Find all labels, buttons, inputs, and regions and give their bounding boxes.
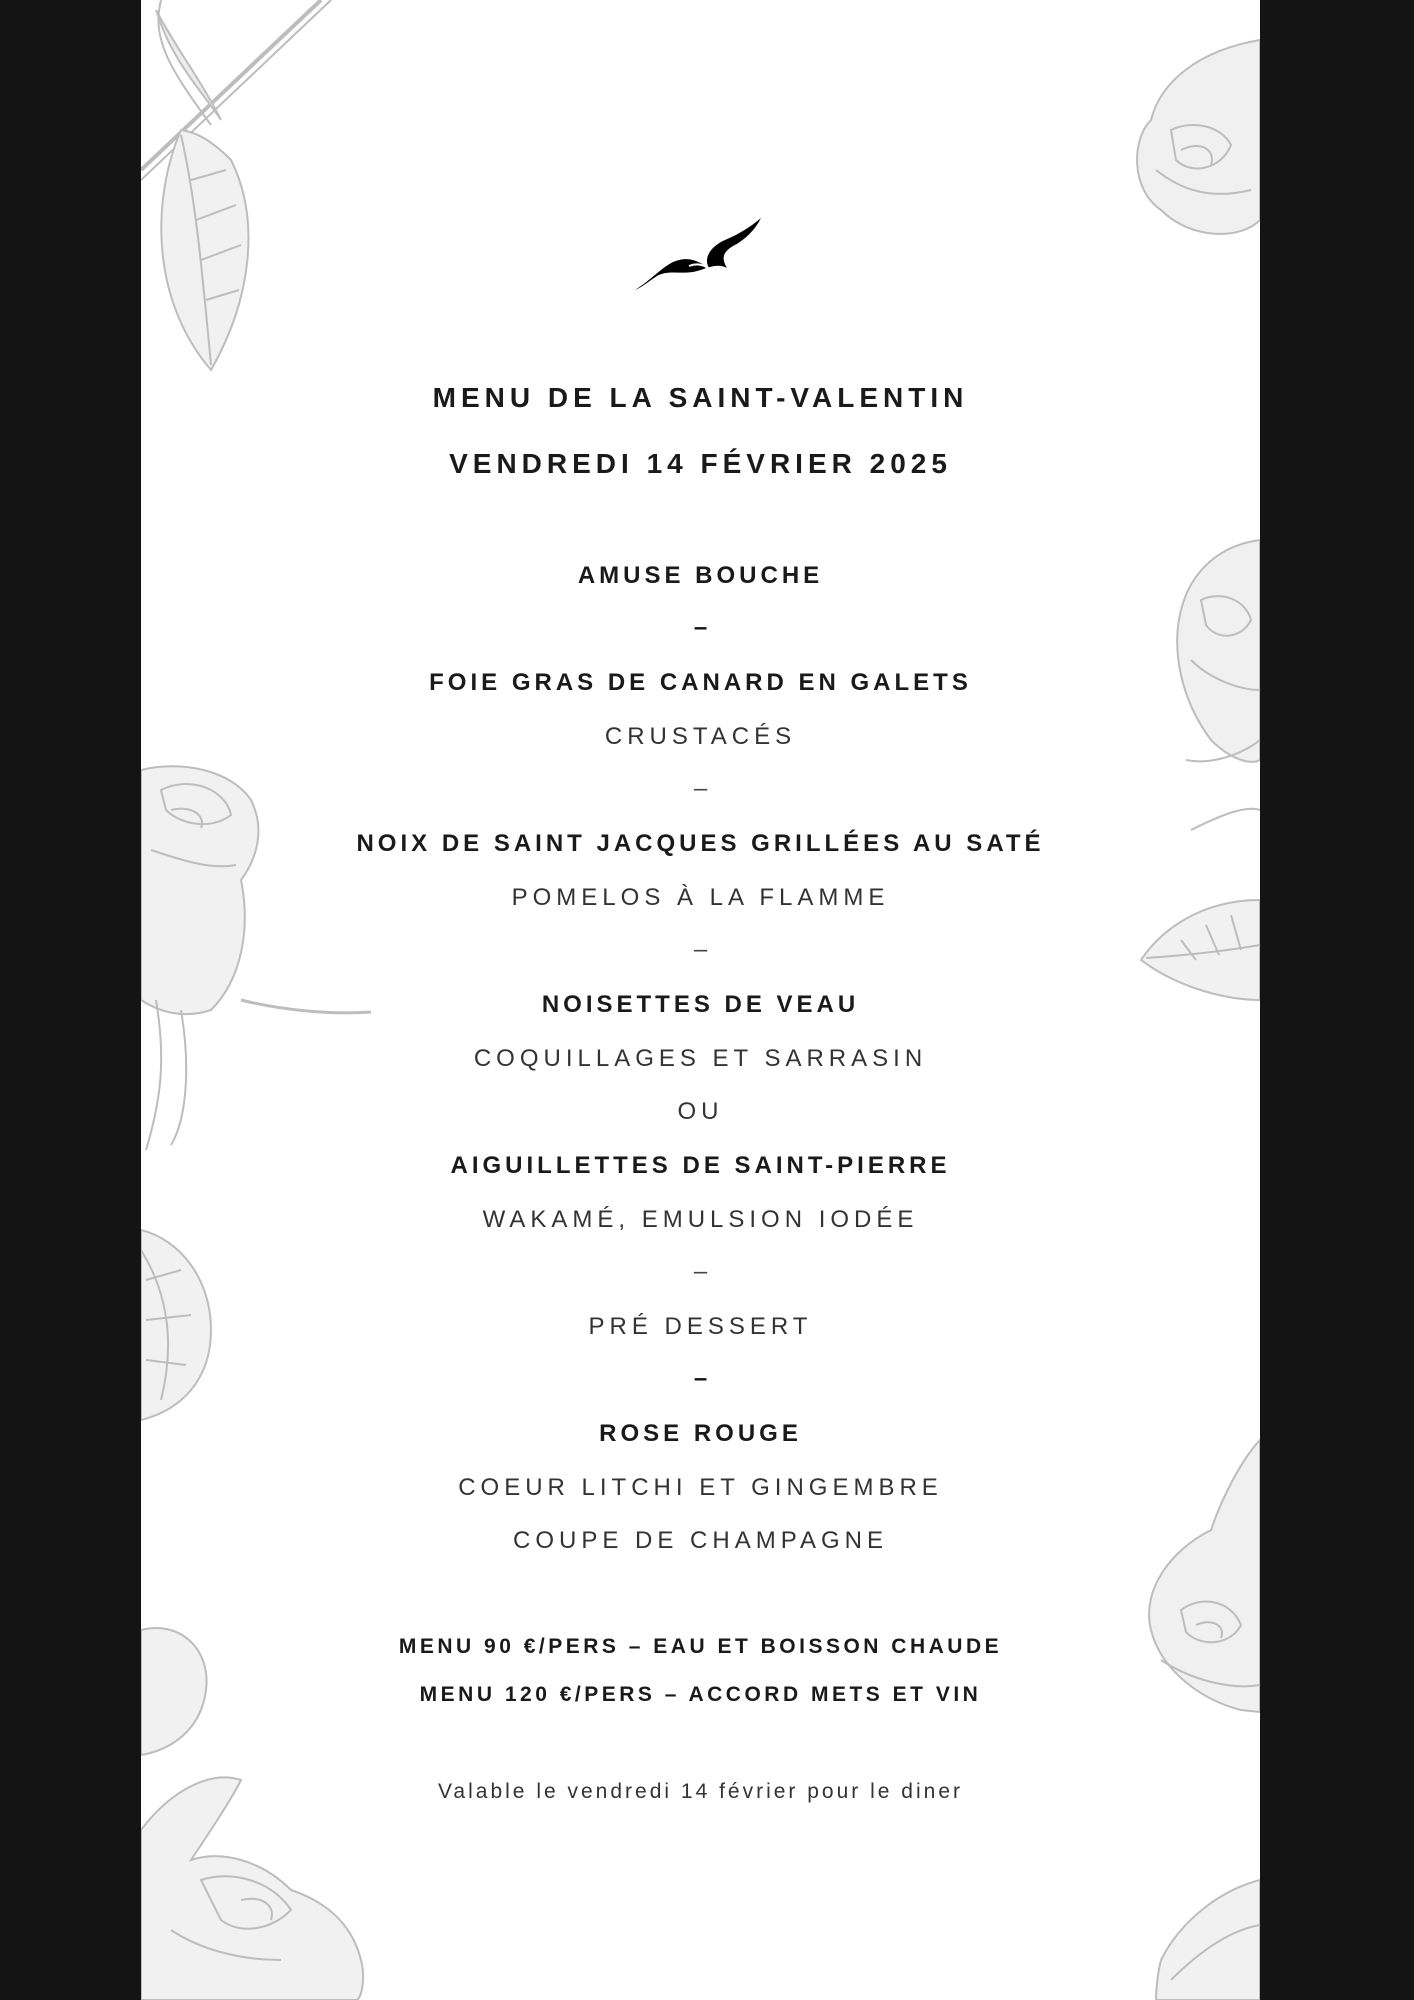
separator: –: [693, 775, 708, 802]
menu-title: MENU DE LA SAINT-VALENTIN: [432, 382, 969, 413]
course-1-description: CRUSTACÉS: [604, 723, 797, 750]
menu-page: [141, 0, 1260, 2000]
seagull-logo-icon: [631, 210, 771, 295]
dessert-name: ROSE ROUGE: [599, 1420, 802, 1447]
separator: –: [693, 936, 708, 963]
menu-date: VENDREDI 14 FÉVRIER 2025: [449, 448, 952, 479]
price-menu-120: MENU 120 €/PERS – ACCORD METS ET VIN: [419, 1683, 982, 1706]
dessert-description: COEUR LITCHI ET GINGEMBRE: [458, 1474, 943, 1501]
course-3-name: NOISETTES DE VEAU: [541, 991, 860, 1018]
separator: –: [693, 614, 708, 641]
course-2-name: NOIX DE SAINT JACQUES GRILLÉES AU SATÉ: [356, 830, 1045, 857]
course-3b-name: AIGUILLETTES DE SAINT-PIERRE: [450, 1152, 951, 1179]
course-3-description: COQUILLAGES ET SARRASIN: [473, 1045, 928, 1072]
price-menu-90: MENU 90 €/PERS – EAU ET BOISSON CHAUDE: [398, 1635, 1003, 1658]
champagne-line: COUPE DE CHAMPAGNE: [513, 1527, 888, 1554]
pre-dessert: PRÉ DESSERT: [588, 1313, 813, 1340]
course-amuse-bouche: AMUSE BOUCHE: [577, 562, 824, 589]
or-label: OU: [677, 1098, 724, 1125]
course-1-name: FOIE GRAS DE CANARD EN GALETS: [429, 669, 972, 696]
separator: –: [693, 1365, 708, 1392]
course-2-description: POMELOS À LA FLAMME: [511, 884, 890, 911]
separator: –: [693, 1258, 708, 1285]
course-3b-description: WAKAMÉ, EMULSION IODÉE: [482, 1206, 919, 1233]
validity-note: Valable le vendredi 14 février pour le diner: [437, 1780, 963, 1803]
